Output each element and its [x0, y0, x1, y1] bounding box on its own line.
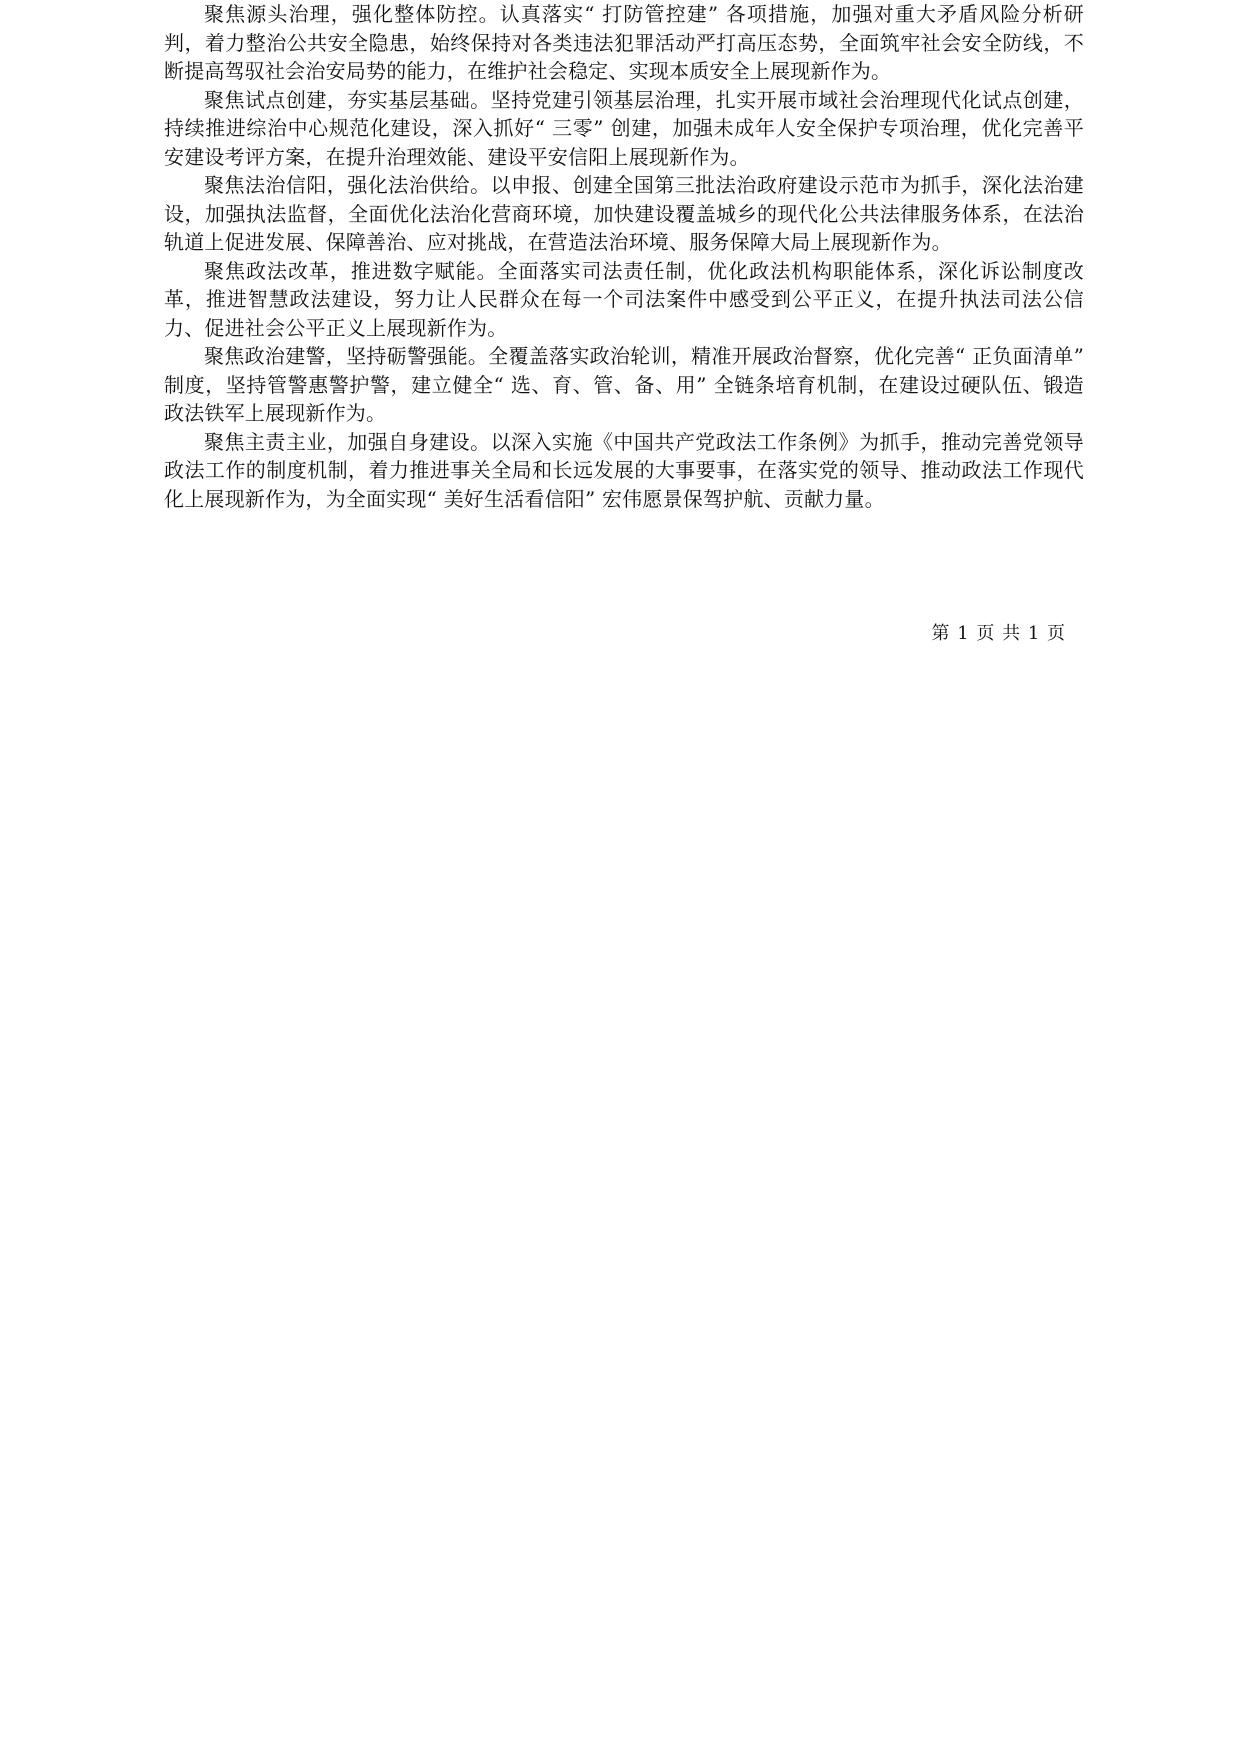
paragraph-rule-of-law: 聚焦法治信阳，强化法治供给。以申报、创建全国第三批法治政府建设示范市为抓手，深化法治建设，加强执法监督，全面优化法治化营商环境，加快建设覆盖城乡的现代化公共法律服务体系，在法治轨道上促进发展、保障善治、应对挑战，在营造法治环境、服务保障大局上展现新作为。 [164, 173, 1084, 254]
page-number-footer: 第 1 页 共 1 页 [931, 623, 1066, 644]
paragraph-legal-reform: 聚焦政法改革，推进数字赋能。全面落实司法责任制，优化政法机构职能体系，深化诉讼制度改革，推进智慧政法建设，努力让人民群众在每一个司法案件中感受到公平正义，在提升执法司法公信力、促进社会公平正义上展现新作为。 [164, 258, 1084, 340]
paragraph-source-governance: 聚焦源头治理，强化整体防控。认真落实“ 打防管控建” 各项措施，加强对重大矛盾风险分析研判，着力整治公共安全隐患，始终保持对各类违法犯罪活动严打高压态势，全面筑牢社会安全防线，不断提高驾驭社会治安局势的能力，在维护社会稳定、实现本质安全上展现新作为。 [164, 2, 1084, 83]
document-body [164, 0, 1084, 513]
paragraph-political-police: 聚焦政治建警，坚持砺警强能。全覆盖落实政治轮训，精准开展政治督察，优化完善“ 正负面清单” 制度，坚持管警惠警护警，建立健全“ 选、育、管、备、用” 全链条培育机制，在建设过硬队伍、锻造政法铁军上展现新作为。 [164, 344, 1084, 425]
paragraph-pilot-creation: 聚焦试点创建，夯实基层基础。坚持党建引领基层治理，扎实开展市域社会治理现代化试点创建，持续推进综治中心规范化建设，深入抓好“ 三零” 创建，加强未成年人安全保护专项治理，优化完善平安建设考评方案，在提升治理效能、建设平安信阳上展现新作为。 [164, 87, 1084, 169]
paragraph-main-responsibility: 聚焦主责主业，加强自身建设。以深入实施《中国共产党政法工作条例》为抓手，推动完善党领导政法工作的制度机制，着力推进事关全局和长远发展的大事要事，在落实党的领导、推动政法工作现代化上展现新作为，为全面实现“ 美好生活看信阳” 宏伟愿景保驾护航、贡献力量。 [164, 429, 1084, 511]
